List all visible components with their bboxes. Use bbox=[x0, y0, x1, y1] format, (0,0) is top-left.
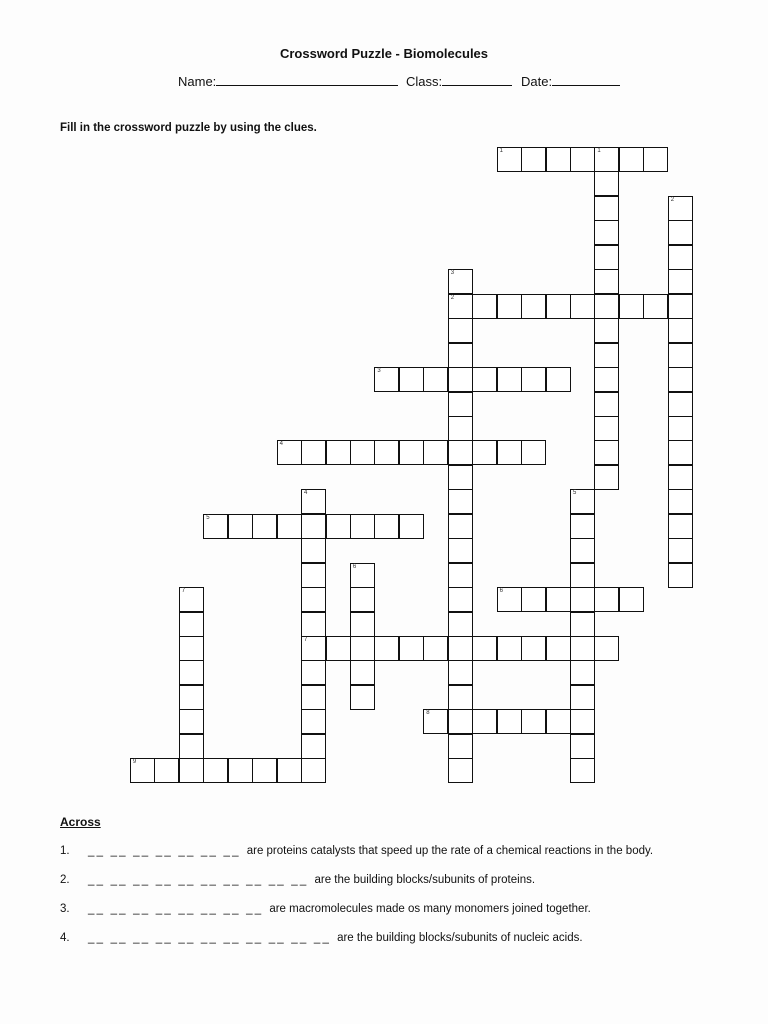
crossword-cell[interactable] bbox=[521, 147, 546, 172]
crossword-cell[interactable] bbox=[448, 440, 473, 465]
clue-across-1 bbox=[60, 845, 653, 857]
instructions: Fill in the crossword puzzle by using the clues. bbox=[60, 122, 317, 134]
crossword-cell[interactable] bbox=[350, 660, 375, 685]
crossword-cell[interactable] bbox=[252, 758, 277, 783]
crossword-cell[interactable] bbox=[570, 636, 595, 661]
crossword-cell[interactable] bbox=[594, 465, 619, 490]
crossword-cell[interactable] bbox=[374, 636, 399, 661]
crossword-cell[interactable] bbox=[448, 563, 473, 588]
crossword-cell[interactable] bbox=[301, 563, 326, 588]
clue-text: are macromolecules made os many monomers joined together. bbox=[269, 903, 591, 915]
crossword-cell[interactable] bbox=[570, 489, 595, 514]
crossword-cell[interactable] bbox=[399, 514, 424, 539]
crossword-cell[interactable] bbox=[179, 612, 204, 637]
crossword-cell[interactable] bbox=[448, 734, 473, 759]
crossword-cell[interactable] bbox=[423, 709, 448, 734]
crossword-cell[interactable] bbox=[301, 489, 326, 514]
crossword-cell[interactable] bbox=[472, 367, 497, 392]
clue-number: 4. bbox=[60, 932, 70, 944]
crossword-cell[interactable] bbox=[448, 636, 473, 661]
crossword-cell[interactable] bbox=[154, 758, 179, 783]
crossword-cell[interactable] bbox=[668, 489, 693, 514]
crossword-cell[interactable] bbox=[497, 367, 522, 392]
crossword-cell[interactable] bbox=[594, 367, 619, 392]
crossword-cell[interactable] bbox=[448, 538, 473, 563]
crossword-cell[interactable] bbox=[594, 318, 619, 343]
crossword-cell[interactable] bbox=[594, 220, 619, 245]
crossword-cell[interactable] bbox=[448, 489, 473, 514]
crossword-cell[interactable] bbox=[350, 514, 375, 539]
crossword-cell[interactable] bbox=[570, 660, 595, 685]
crossword-cell[interactable] bbox=[497, 709, 522, 734]
crossword-cell[interactable] bbox=[521, 367, 546, 392]
clue-number-label: 4 bbox=[304, 490, 308, 497]
answer-blanks[interactable]: __ __ __ __ __ __ __ bbox=[88, 845, 241, 857]
crossword-cell[interactable] bbox=[668, 343, 693, 368]
crossword-cell[interactable] bbox=[546, 636, 571, 661]
clue-number-label: 6 bbox=[352, 563, 357, 570]
crossword-cell[interactable] bbox=[179, 587, 204, 612]
crossword-cell[interactable] bbox=[277, 514, 302, 539]
clue-across-2 bbox=[60, 874, 535, 886]
crossword-cell[interactable] bbox=[570, 538, 595, 563]
crossword-cell[interactable] bbox=[546, 709, 571, 734]
crossword-cell[interactable] bbox=[448, 465, 473, 490]
name-label: Name: bbox=[178, 74, 217, 89]
across-heading: Across bbox=[60, 815, 101, 829]
crossword-cell[interactable] bbox=[497, 147, 522, 172]
crossword-cell[interactable] bbox=[472, 294, 497, 319]
page-title: Crossword Puzzle - Biomolecules bbox=[279, 46, 489, 61]
crossword-cell[interactable] bbox=[668, 514, 693, 539]
crossword-cell[interactable] bbox=[179, 685, 204, 710]
crossword-cell[interactable] bbox=[619, 587, 644, 612]
crossword-cell[interactable] bbox=[668, 318, 693, 343]
crossword-cell[interactable] bbox=[668, 245, 693, 270]
crossword-cell[interactable] bbox=[423, 440, 448, 465]
crossword-cell[interactable] bbox=[570, 758, 595, 783]
crossword-cell[interactable] bbox=[301, 758, 326, 783]
clue-text: are proteins catalysts that speed up the rate of a chemical reactions in the body. bbox=[246, 845, 654, 857]
crossword-cell[interactable] bbox=[594, 636, 619, 661]
crossword-cell[interactable] bbox=[423, 367, 448, 392]
crossword-cell[interactable] bbox=[594, 440, 619, 465]
crossword-cell[interactable] bbox=[448, 318, 473, 343]
crossword-cell[interactable] bbox=[594, 587, 619, 612]
clue-text: are the building blocks/subunits of nucleic acids. bbox=[337, 932, 583, 944]
crossword-cell[interactable] bbox=[570, 147, 595, 172]
crossword-cell[interactable] bbox=[546, 587, 571, 612]
crossword-cell[interactable] bbox=[643, 294, 668, 319]
crossword-cell[interactable] bbox=[570, 294, 595, 319]
crossword-cell[interactable] bbox=[668, 563, 693, 588]
crossword-cell[interactable] bbox=[594, 171, 619, 196]
crossword-cell[interactable] bbox=[668, 269, 693, 294]
answer-blanks[interactable]: __ __ __ __ __ __ __ __ __ __ __ bbox=[88, 932, 332, 944]
clue-number-label: 1 bbox=[597, 148, 601, 154]
crossword-cell[interactable] bbox=[203, 758, 228, 783]
crossword-cell[interactable] bbox=[326, 440, 351, 465]
crossword-cell[interactable] bbox=[374, 367, 399, 392]
crossword-cell[interactable] bbox=[594, 416, 619, 441]
crossword-cell[interactable] bbox=[448, 367, 473, 392]
crossword-cell[interactable] bbox=[619, 294, 644, 319]
clue-number-label: 4 bbox=[279, 441, 283, 448]
crossword-cell[interactable] bbox=[521, 636, 546, 661]
crossword-cell[interactable] bbox=[594, 147, 619, 172]
crossword-cell[interactable] bbox=[668, 196, 693, 221]
crossword-cell[interactable] bbox=[570, 734, 595, 759]
crossword-cell[interactable] bbox=[350, 612, 375, 637]
crossword-cell[interactable] bbox=[448, 514, 473, 539]
clue-number: 2. bbox=[60, 874, 70, 886]
crossword-cell[interactable] bbox=[668, 294, 693, 319]
clue-number: 1. bbox=[60, 845, 70, 857]
crossword-cell[interactable] bbox=[350, 636, 375, 661]
crossword-cell[interactable] bbox=[497, 294, 522, 319]
clue-number-label: 2 bbox=[450, 294, 455, 301]
class-label: Class: bbox=[406, 74, 443, 89]
crossword-cell[interactable] bbox=[179, 758, 204, 783]
crossword-cell[interactable] bbox=[399, 367, 424, 392]
crossword-cell[interactable] bbox=[472, 636, 497, 661]
crossword-cell[interactable] bbox=[668, 538, 693, 563]
crossword-cell[interactable] bbox=[350, 563, 375, 588]
crossword-cell[interactable] bbox=[448, 416, 473, 441]
answer-blanks[interactable]: __ __ __ __ __ __ __ __ __ __ bbox=[88, 874, 309, 886]
clue-number-label: 5 bbox=[573, 490, 577, 497]
crossword-cell[interactable] bbox=[570, 685, 595, 710]
crossword-cell[interactable] bbox=[448, 612, 473, 637]
crossword-cell[interactable] bbox=[301, 685, 326, 710]
crossword-cell[interactable] bbox=[594, 392, 619, 417]
crossword-cell[interactable] bbox=[423, 636, 448, 661]
crossword-cell[interactable] bbox=[301, 587, 326, 612]
clue-number-label: 3 bbox=[377, 368, 381, 374]
crossword-cell[interactable] bbox=[472, 440, 497, 465]
crossword-cell[interactable] bbox=[546, 147, 571, 172]
crossword-cell[interactable] bbox=[448, 685, 473, 710]
crossword-cell[interactable] bbox=[179, 660, 204, 685]
crossword-cell[interactable] bbox=[497, 587, 522, 612]
crossword-cell[interactable] bbox=[301, 734, 326, 759]
crossword-cell[interactable] bbox=[179, 636, 204, 661]
clue-number-label: 8 bbox=[426, 710, 430, 717]
crossword-cell[interactable] bbox=[521, 440, 546, 465]
clue-text: are the building blocks/subunits of proteins. bbox=[314, 874, 536, 886]
crossword-cell[interactable] bbox=[668, 392, 693, 417]
crossword-cell[interactable] bbox=[570, 612, 595, 637]
crossword-cell[interactable] bbox=[570, 514, 595, 539]
crossword-cell[interactable] bbox=[594, 294, 619, 319]
crossword-cell[interactable] bbox=[301, 660, 326, 685]
clue-number-label: 1 bbox=[499, 148, 503, 154]
date-label: Date: bbox=[521, 74, 553, 89]
clue-number-label: 5 bbox=[206, 514, 210, 521]
clue-number: 3. bbox=[60, 903, 70, 915]
crossword-cell[interactable] bbox=[448, 392, 473, 417]
crossword-cell[interactable] bbox=[252, 514, 277, 539]
crossword-cell[interactable] bbox=[448, 343, 473, 368]
crossword-cell[interactable] bbox=[203, 514, 228, 539]
crossword-cell[interactable] bbox=[277, 758, 302, 783]
clue-across-4 bbox=[60, 932, 583, 944]
crossword-cell[interactable] bbox=[130, 758, 155, 783]
crossword-cell[interactable] bbox=[448, 709, 473, 734]
crossword-cell[interactable] bbox=[594, 343, 619, 368]
crossword-cell[interactable] bbox=[448, 294, 473, 319]
crossword-cell[interactable] bbox=[668, 220, 693, 245]
answer-blanks[interactable]: __ __ __ __ __ __ __ __ bbox=[88, 903, 264, 915]
crossword-cell[interactable] bbox=[448, 587, 473, 612]
crossword-cell[interactable] bbox=[374, 440, 399, 465]
crossword-cell[interactable] bbox=[668, 367, 693, 392]
crossword-cell[interactable] bbox=[668, 465, 693, 490]
crossword-cell[interactable] bbox=[668, 416, 693, 441]
crossword-cell[interactable] bbox=[301, 440, 326, 465]
crossword-cell[interactable] bbox=[179, 734, 204, 759]
crossword-cell[interactable] bbox=[326, 514, 351, 539]
crossword-cell[interactable] bbox=[399, 636, 424, 661]
crossword-cell[interactable] bbox=[643, 147, 668, 172]
crossword-cell[interactable] bbox=[619, 147, 644, 172]
crossword-cell[interactable] bbox=[521, 709, 546, 734]
clue-number-label: 7 bbox=[304, 637, 308, 643]
crossword-cell[interactable] bbox=[228, 758, 253, 783]
crossword-cell[interactable] bbox=[301, 636, 326, 661]
crossword-cell[interactable] bbox=[570, 587, 595, 612]
crossword-cell[interactable] bbox=[448, 269, 473, 294]
crossword-cell[interactable] bbox=[668, 440, 693, 465]
crossword-cell[interactable] bbox=[277, 440, 302, 465]
clue-number-label: 6 bbox=[499, 588, 503, 595]
crossword-cell[interactable] bbox=[350, 685, 375, 710]
crossword-cell[interactable] bbox=[594, 245, 619, 270]
crossword-cell[interactable] bbox=[521, 294, 546, 319]
crossword-cell[interactable] bbox=[570, 709, 595, 734]
clue-number-label: 7 bbox=[181, 588, 186, 595]
crossword-cell[interactable] bbox=[301, 612, 326, 637]
crossword-cell[interactable] bbox=[301, 514, 326, 539]
crossword-cell[interactable] bbox=[521, 587, 546, 612]
crossword-cell[interactable] bbox=[472, 709, 497, 734]
crossword-cell[interactable] bbox=[374, 514, 399, 539]
crossword-cell[interactable] bbox=[179, 709, 204, 734]
crossword-cell[interactable] bbox=[448, 758, 473, 783]
crossword-cell[interactable] bbox=[326, 636, 351, 661]
crossword-cell[interactable] bbox=[350, 587, 375, 612]
crossword-cell[interactable] bbox=[497, 440, 522, 465]
crossword-cell[interactable] bbox=[546, 367, 571, 392]
crossword-cell[interactable] bbox=[350, 440, 375, 465]
clue-number-label: 9 bbox=[132, 759, 137, 766]
crossword-cell[interactable] bbox=[546, 294, 571, 319]
crossword-cell[interactable] bbox=[497, 636, 522, 661]
clue-number-label: 2 bbox=[670, 196, 675, 203]
crossword-cell[interactable] bbox=[448, 660, 473, 685]
crossword-cell[interactable] bbox=[399, 440, 424, 465]
crossword-cell[interactable] bbox=[594, 269, 619, 294]
crossword-cell[interactable] bbox=[228, 514, 253, 539]
crossword-cell[interactable] bbox=[570, 563, 595, 588]
clue-number-label: 3 bbox=[450, 270, 455, 277]
crossword-cell[interactable] bbox=[301, 538, 326, 563]
crossword-cell[interactable] bbox=[594, 196, 619, 221]
clue-across-3 bbox=[60, 903, 591, 915]
crossword-cell[interactable] bbox=[301, 709, 326, 734]
